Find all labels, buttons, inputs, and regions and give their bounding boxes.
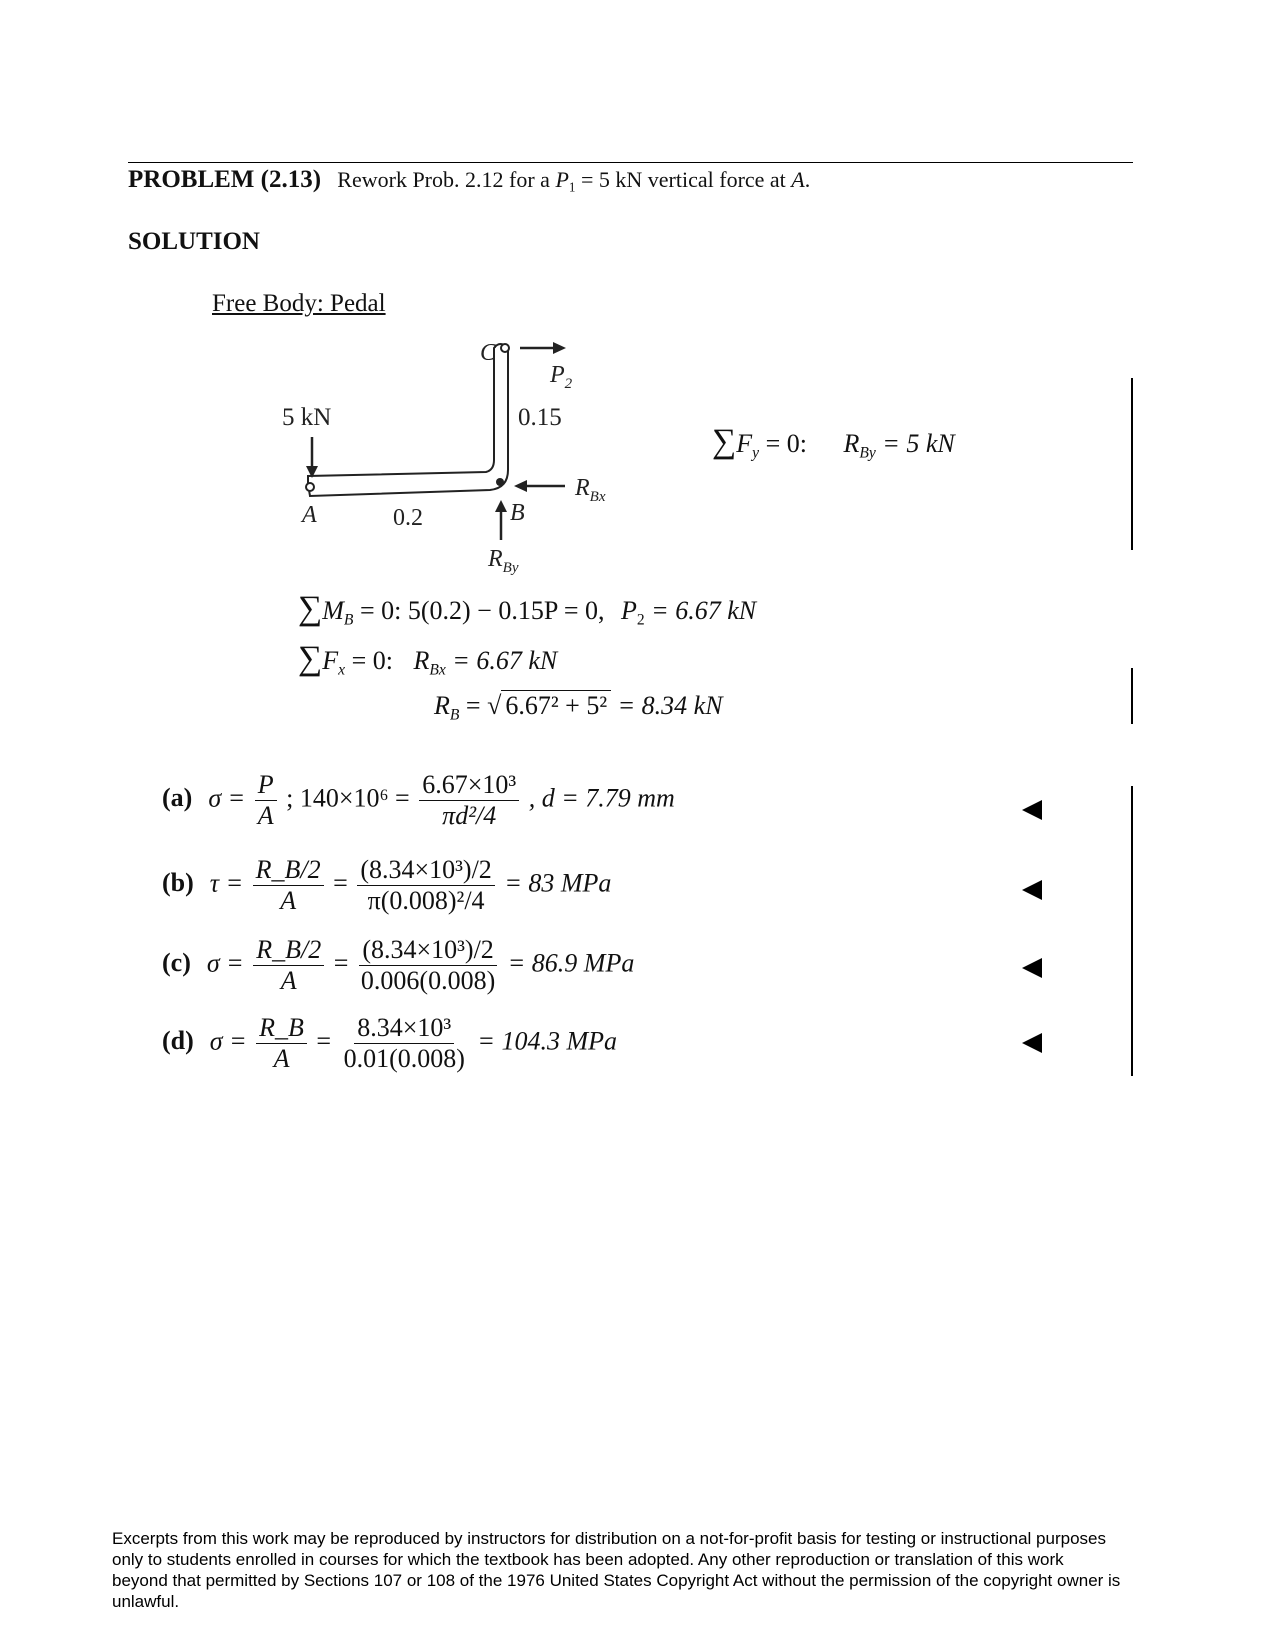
- rbx-sub: Bx: [589, 489, 606, 505]
- sum-mb-equation: $\sum M_B = 0$: 5(0.2) − 0.15P = 0, $P_2 = 6.67$ kN: [298, 590, 757, 629]
- svg-text:P2: [549, 362, 573, 392]
- label-b: B: [510, 500, 525, 526]
- p2-sub: 2: [564, 376, 573, 392]
- part-c: (c) σ = $\frac{R\_B/2}{A}$ = $\frac{\text{(8.34×10³)/2}}{0.006(0.008)}$ = 86.9 MPa: [162, 935, 635, 995]
- rbx-label: R: [575, 475, 590, 501]
- pin-c: [501, 344, 509, 352]
- svg-text:RBx: [574, 475, 606, 505]
- free-body-diagram: [0, 0, 1275, 600]
- part-b: (b) τ = $\frac{R\_B/2}{A}$ = $\frac{\text{(8.34×10³)/2}}{\text{π(0.008)²/4}}$ = 83 MPa: [162, 855, 612, 915]
- answer-marker-c: [1022, 958, 1042, 978]
- rby-arrow: [495, 500, 507, 512]
- problem-statement: Rework Prob. 2.12 for a $P_1 = 5$ kN vertical force at A.: [337, 167, 811, 195]
- dim-vertical: 0.15: [518, 404, 562, 431]
- margin-bar-3: [1131, 786, 1133, 1076]
- part-d: (d) σ = $\frac{R\_B}{A}$ = $\frac{\text{8.34×10³}}{0.01(0.008)}$ = 104.3 MPa: [162, 1013, 618, 1073]
- answer-marker-d: [1022, 1033, 1042, 1053]
- rby-sub: By: [502, 560, 519, 576]
- p2-arrow: [553, 342, 566, 354]
- load-label: 5 kN: [282, 404, 332, 431]
- sum-fy-equation: $\sum F_y = 0$: $R_{By} = 5$ kN: [712, 423, 955, 462]
- margin-bar-2: [1131, 668, 1133, 724]
- pin-a: [306, 483, 314, 491]
- free-body-title: Free Body: Pedal: [212, 290, 386, 317]
- problem-label: PROBLEM (2.13): [128, 166, 322, 193]
- label-c: C: [480, 340, 497, 366]
- copyright-footer: Excerpts from this work may be reproduced by instructors for distribution on a not-for-profit basis for testing or instructional purposes only to students enrolled in courses for which the textbook has been adopted. Any other reproduction or translation of this work beyond that permitted by Sections 107 or 108 of the 1976 United States Copyright Act without the permission of the copyright owner is unlawful.: [112, 1529, 1121, 1611]
- part-a: (a) σ = $\frac{P}{A}$ ; 140×10⁶ = $\frac{\text{6.67×10³}}{\text{πd²/4}}$ , d = 7.79 mm: [162, 770, 675, 830]
- pin-b: [496, 478, 504, 486]
- rby-label: R: [488, 546, 503, 572]
- svg-text:RBy: [487, 546, 519, 576]
- rbx-arrow: [514, 480, 527, 492]
- p2-label: P: [550, 362, 565, 388]
- pedal-outline: [308, 344, 508, 496]
- margin-bar-1: [1131, 378, 1133, 550]
- answer-marker-b: [1022, 880, 1042, 900]
- sum-fx-equation: $\sum F_x = 0$: $R_{Bx} = 6.67$ kN: [298, 640, 558, 679]
- solution-heading: SOLUTION: [128, 228, 260, 255]
- label-a: A: [302, 502, 317, 528]
- answer-marker-a: [1022, 800, 1042, 820]
- rb-equation: $R_B$ = √ 6.67² + 5² = 8.34 kN: [434, 691, 723, 724]
- dim-horizontal: 0.2: [393, 505, 423, 531]
